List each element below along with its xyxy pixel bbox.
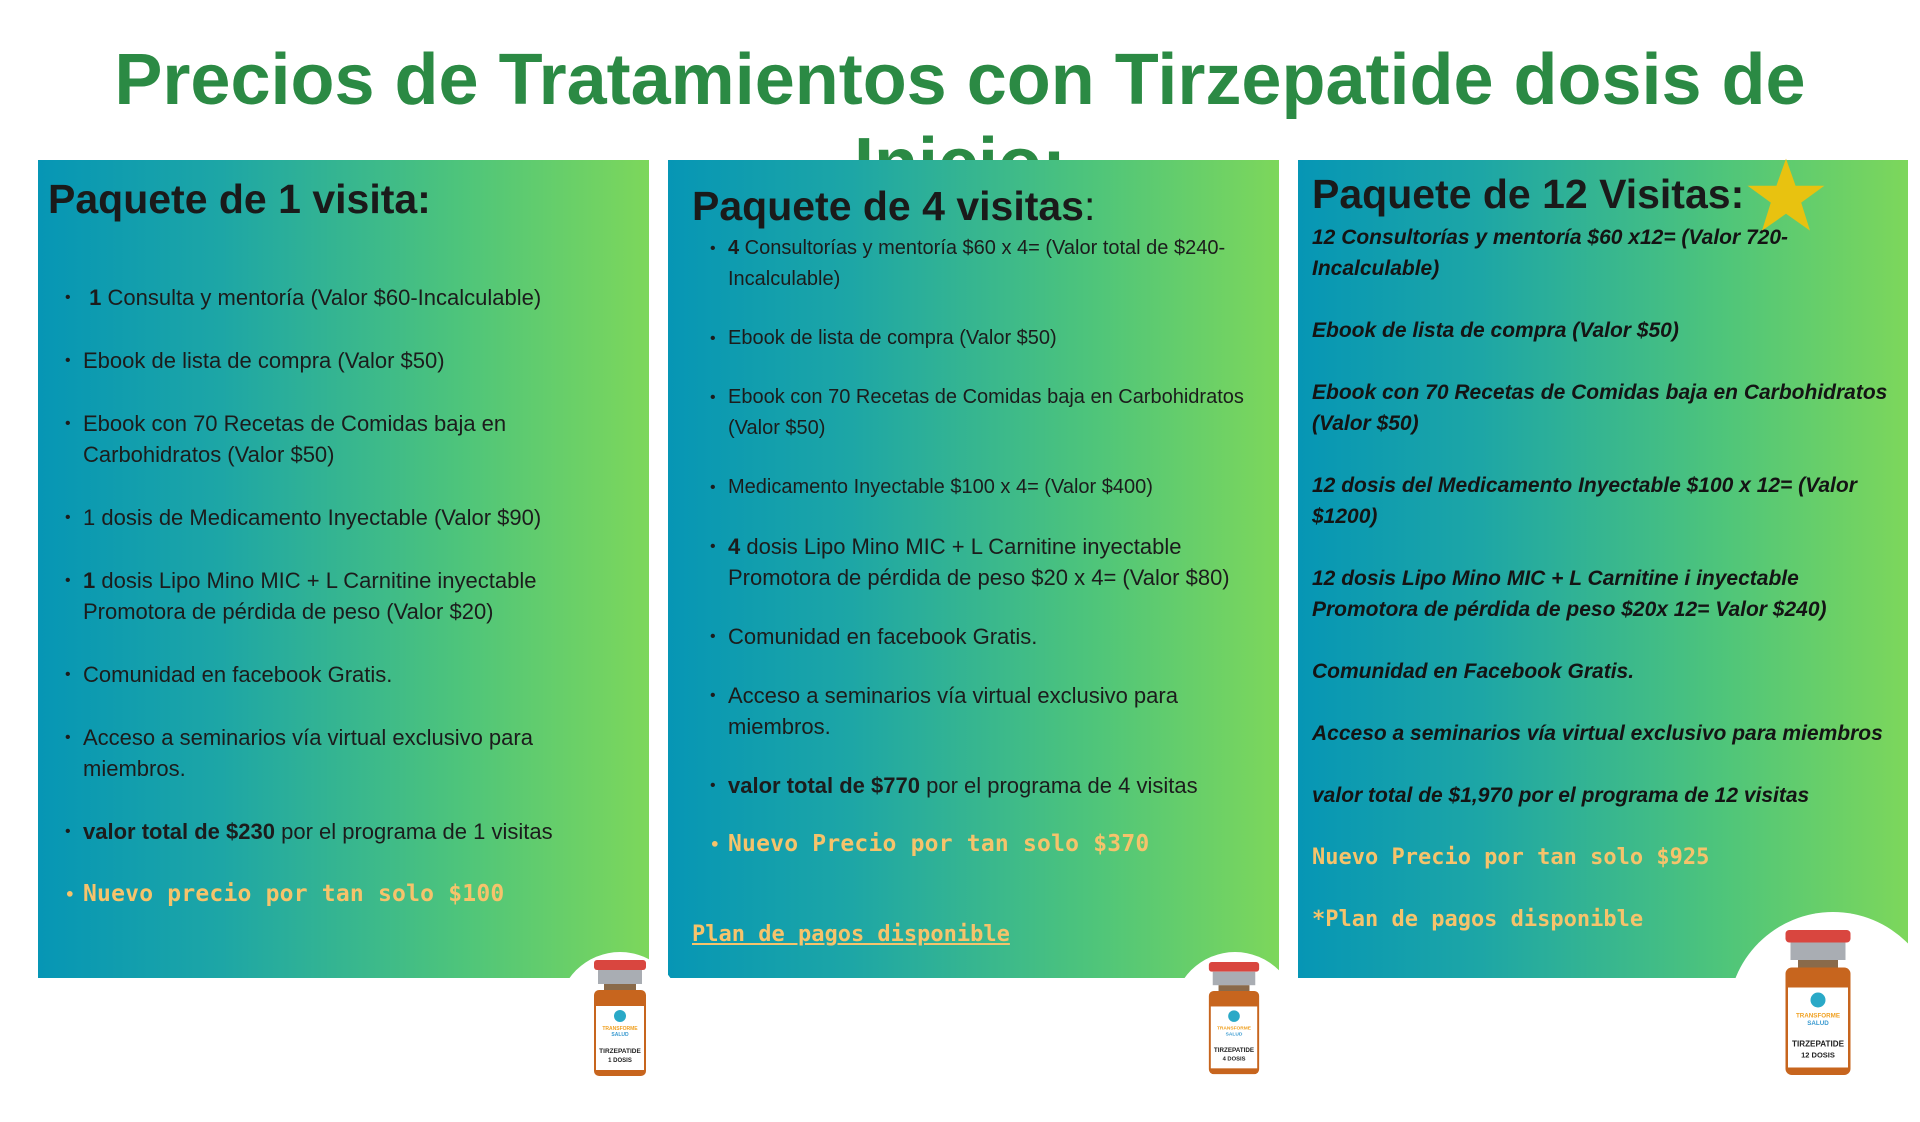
- list-item: • 4 dosis Lipo Mino MIC + L Carnitine inyectable Promotora de pérdida de peso $20 x 4= (Valor $80): [710, 531, 1270, 593]
- list-item: • Ebook con 70 Recetas de Comidas baja en Carbohidratos (Valor $50): [710, 382, 1270, 444]
- list-item: • 1 dosis de Medicamento Inyectable (Valor $90): [65, 502, 625, 533]
- vial-dose: 12 DOSIS: [1801, 1050, 1835, 1060]
- vial-label: TIRZEPATIDE: [1792, 1039, 1844, 1049]
- list-item: • valor total de $230 por el programa de 1 visitas: [65, 816, 625, 847]
- promo-price: • Nuevo precio por tan solo $100: [65, 879, 625, 910]
- vial-label: TIRZEPATIDE: [599, 1048, 641, 1055]
- star-icon: [1746, 157, 1826, 233]
- list-item: • 4 Consultorías y mentoría $60 x 4= (Valor total de $240-Incalculable): [710, 233, 1270, 295]
- promo-price: • Nuevo Precio por tan solo $370: [710, 829, 1270, 860]
- package-card-4-visits: [668, 160, 1279, 978]
- list-item: • Comunidad en facebook Gratis.: [65, 659, 625, 690]
- list-item: • 1 dosis Lipo Mino MIC + L Carnitine inyectable Promotora de pérdida de peso (Valor $20): [65, 565, 625, 627]
- list-item: • 1 Consulta y mentoría (Valor $60-Incalculable): [65, 282, 625, 313]
- payment-plan-link[interactable]: Plan de pagos disponible: [692, 922, 1010, 947]
- list-item: 12 dosis Lipo Mino MIC + L Carnitine i inyectable Promotora de pérdida de peso $20x 12= Valor $240): [1312, 567, 1827, 621]
- list-item: • Ebook de lista de compra (Valor $50): [65, 345, 625, 376]
- vial-dose: 1 DOSIS: [608, 1058, 632, 1064]
- promo-price: Nuevo Precio por tan solo $925: [1312, 845, 1710, 870]
- list-item: valor total de $1,970 por el programa de 12 visitas: [1312, 784, 1810, 807]
- vial-12-dose-icon: [1780, 930, 1856, 1080]
- vial-dose: 4 DOSIS: [1222, 1056, 1246, 1063]
- benefits-list: [710, 233, 1270, 888]
- list-item: Comunidad en Facebook Gratis.: [1312, 660, 1635, 683]
- vial-brand: TRANSFORME: [1795, 1012, 1841, 1020]
- list-item: • Acceso a seminarios vía virtual exclusivo para miembros.: [65, 722, 625, 784]
- vial-brand: SALUD: [1807, 1020, 1829, 1027]
- list-item: • Ebook de lista de compra (Valor $50): [710, 323, 1270, 354]
- vial-brand: SALUD: [611, 1032, 629, 1038]
- benefits-list: [65, 282, 625, 942]
- list-item: 12 Consultorías y mentoría $60 x12= (Valor 720-Incalculable): [1312, 226, 1789, 280]
- list-item: • Acceso a seminarios vía virtual exclusivo para miembros.: [710, 680, 1270, 742]
- vial-1-dose-icon: [590, 960, 650, 1080]
- vial-label: TIRZEPATIDE: [1213, 1046, 1255, 1054]
- vial-4-dose-icon: [1205, 962, 1263, 1078]
- list-item: Ebook con 70 Recetas de Comidas baja en Carbohidratos (Valor $50): [1312, 381, 1888, 435]
- list-item: • Comunidad en facebook Gratis.: [710, 621, 1270, 652]
- page-title: Precios de Tratamientos con Tirzepatide dosis de: [114, 40, 1806, 120]
- benefits-text: [1312, 222, 1892, 966]
- list-item: • valor total de $770 por el programa de 4 visitas: [710, 770, 1270, 801]
- vial-brand: TRANSFORME: [602, 1026, 638, 1032]
- package-card-12-visits: [1298, 160, 1908, 978]
- card-heading: Paquete de 1 visita:: [48, 176, 431, 222]
- card-heading: Paquete de 12 Visitas:: [1312, 171, 1745, 217]
- list-item: • Ebook con 70 Recetas de Comidas baja en Carbohidratos (Valor $50): [65, 408, 625, 470]
- card-heading: Paquete de 4 visitas:: [692, 183, 1096, 229]
- list-item: Acceso a seminarios vía virtual exclusivo para miembros: [1312, 722, 1883, 745]
- list-item: Ebook de lista de compra (Valor $50): [1312, 319, 1679, 342]
- vial-brand: SALUD: [1225, 1032, 1243, 1038]
- vial-brand: TRANSFORME: [1216, 1026, 1252, 1032]
- package-card-1-visit: [38, 160, 649, 978]
- list-item: • Medicamento Inyectable $100 x 4= (Valor $400): [710, 472, 1270, 503]
- list-item: 12 dosis del Medicamento Inyectable $100 x 12= (Valor $1200): [1312, 474, 1857, 528]
- payment-plan-note: *Plan de pagos disponible: [1312, 907, 1644, 932]
